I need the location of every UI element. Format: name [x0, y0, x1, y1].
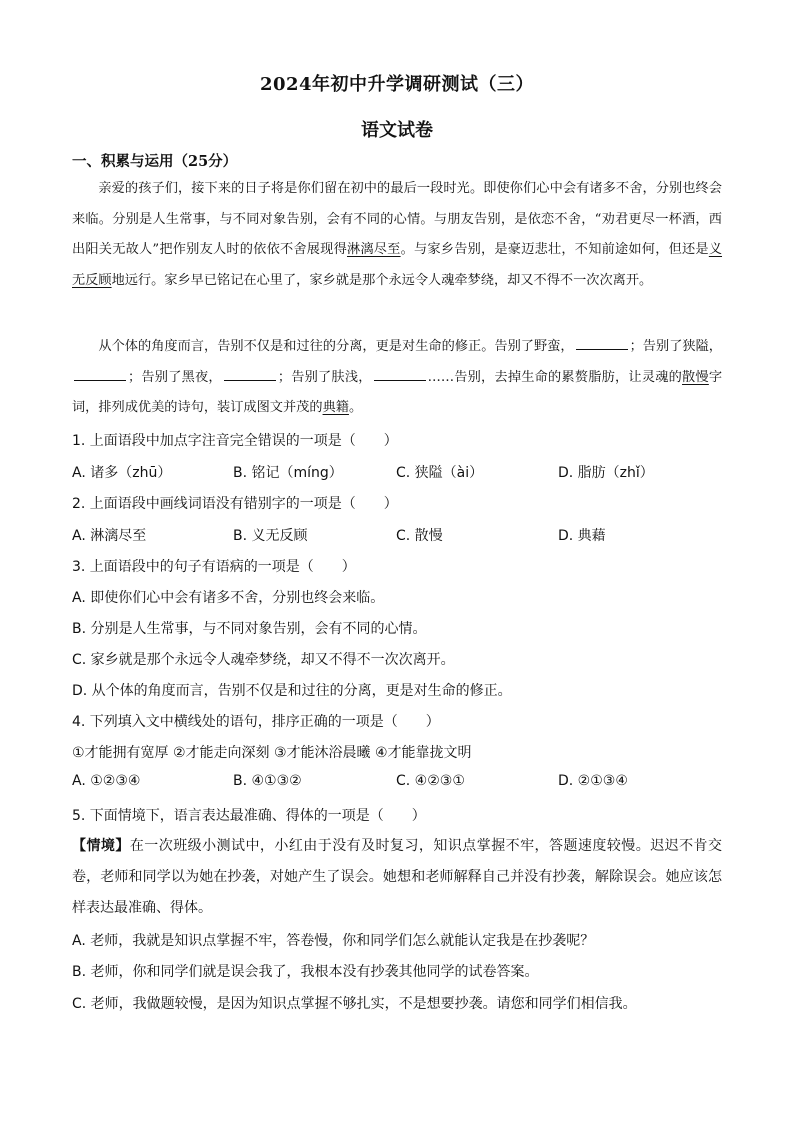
question-3-option-c[interactable]: C. 家乡就是那个永远令人魂牵梦绕，却又不得不一次次离开。 [72, 652, 455, 668]
passage-paragraph-2 [72, 332, 722, 424]
exam-subtitle: 语文试卷 [361, 120, 433, 141]
section-heading: 一、积累与运用（25分） [72, 153, 238, 170]
passage-text: 。 [348, 400, 363, 416]
question-4-option-a[interactable]: A. ①②③④ [72, 773, 141, 789]
question-2-option-d[interactable]: D. 典藉 [558, 528, 606, 544]
passage-paragraph-1 [72, 174, 722, 297]
question-5-stem: 5. 下面情境下，语言表达最准确、得体的一项是（ ） [72, 808, 426, 824]
question-3-option-d[interactable]: D. 从个体的角度而言，告别不仅是和过往的分离，更是对生命的修正。 [72, 683, 512, 699]
passage-text: 从个体的角度而言，告别不仅是和过往的分离，更是对生命的修正。告别了野蛮， [98, 339, 574, 354]
context-label: 【情境】 [72, 838, 130, 854]
passage-text: 字词，排列成优美的诗句，装订成图文并茂的 [72, 369, 723, 416]
exam-title: 2024年初中升学调研测试（三） [259, 74, 535, 95]
question-5-option-a[interactable]: A. 老师，我就是知识点掌握不牢，答卷慢，你和同学们怎么就能认定我是在抄袭呢？ [72, 933, 595, 949]
question-5-option-c[interactable]: C. 老师，我做题较慢，是因为知识点掌握不够扎实，不是想要抄袭。请您和同学们相信我。 [72, 996, 637, 1012]
fill-blank[interactable] [224, 366, 276, 381]
fill-blank[interactable] [74, 366, 126, 381]
question-4-option-d[interactable]: D. ②①③④ [558, 773, 628, 789]
fill-blank[interactable] [374, 366, 426, 381]
question-2-stem: 2. 上面语段中画线词语没有错别字的一项是（ ） [72, 496, 398, 512]
fill-blank[interactable] [576, 335, 628, 350]
passage-text: ；告别了狭隘， [629, 339, 722, 354]
question-1-option-d[interactable]: D. 脂肪（zhǐ） [558, 465, 654, 481]
question-3-option-a[interactable]: A. 即使你们心中会有诸多不舍，分别也终会来临。 [72, 590, 385, 606]
underlined-word: 典籍 [322, 400, 349, 416]
passage-text: ；告别了黑夜， [128, 369, 222, 385]
question-3-option-b[interactable]: B. 分别是人生常事，与不同对象告别，会有不同的心情。 [72, 621, 427, 637]
underlined-word: 散慢 [682, 369, 709, 385]
passage-text: 地远行。家乡早已铭记在心里了，家乡就是那个永远令人魂牵梦绕，却又不得不一次次离开。 [111, 273, 653, 289]
question-4-stem: 4. 下列填入文中横线处的语句，排序正确的一项是（ ） [72, 714, 440, 730]
question-4-option-b[interactable]: B. ④①③② [233, 773, 302, 789]
context-text: 在一次班级小测试中，小红由于没有及时复习，知识点掌握不牢，答题速度较慢。迟迟不肯交卷，老师和同学以为她在抄袭，对她产生了误会。她想和老师解释自己并没有抄袭，解除误会。她应该怎样表达最准确、得体。 [72, 838, 723, 916]
question-2-option-a[interactable]: A. 淋漓尽至 [72, 528, 147, 544]
question-1-option-b[interactable]: B. 铭记（míng） [233, 465, 343, 481]
passage-text: 亲爱的孩子们，接下来的日子将是你们留在初中的最后一段时光。即使你们心中会有诸多不舍，分别也终会来临。分别是人生常事，与不同对象告别，会有不同的心情。与朋友告别，是依恋不舍，“劝君更尽一杯酒，西出阳关无故人”把作别友人时的依依不舍展现得 [72, 181, 722, 258]
question-2-option-c[interactable]: C. 散慢 [396, 528, 443, 544]
question-4-items: ①才能拥有宽厚 ②才能走向深刻 ③才能沐浴晨曦 ④才能靠拢文明 [72, 745, 472, 761]
question-5-option-b[interactable]: B. 老师，你和同学们就是误会我了，我根本没有抄袭其他同学的试卷答案。 [72, 964, 539, 980]
question-4-option-c[interactable]: C. ④②③① [396, 773, 465, 789]
question-1-option-c[interactable]: C. 狭隘（ài） [396, 465, 484, 481]
question-5-context [72, 831, 722, 924]
underlined-word: 淋漓尽至 [346, 242, 401, 258]
passage-text: ……告别，去掉生命的累赘脂肪，让灵魂的 [427, 369, 683, 385]
question-3-stem: 3. 上面语段中的句子有语病的一项是（ ） [72, 559, 356, 575]
question-2-option-b[interactable]: B. 义无反顾 [233, 528, 308, 544]
question-1-stem: 1. 上面语段中加点字注音完全错误的一项是（ ） [72, 433, 398, 449]
underlined-word: 义无反顾 [72, 242, 723, 289]
passage-text: 。与家乡告别，是豪迈悲壮，不知前途如何，但还是 [400, 242, 709, 258]
question-1-option-a[interactable]: A. 诸多（zhū） [72, 465, 172, 481]
passage-text: ；告别了肤浅， [277, 369, 372, 385]
